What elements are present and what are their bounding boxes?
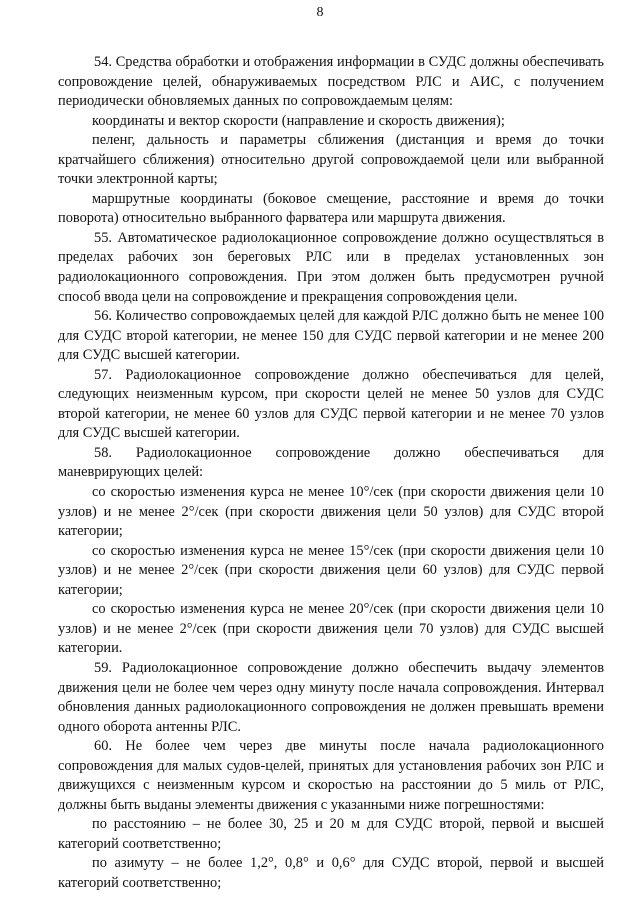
list-item-route-coordinates: маршрутные координаты (боковое смещение, расстояние и время до точки поворота) относительно выбранного фарватера или маршрута движения. bbox=[58, 190, 604, 227]
paragraph-55: 55. Автоматическое радиолокационное сопровождение должно осуществляться в пределах рабочих зон береговых РЛС или в пределах установленных зон радиолокационного сопровождения. При этом должен быть предусмотрен ручной способ ввода цели на сопровождение и прекращения сопровождения цели. bbox=[58, 229, 604, 305]
paragraph-59: 59. Радиолокационное сопровождение должно обеспечить выдачу элементов движения цели не более чем через одну минуту после начала сопровождения. Интервал обновления данных радиолокационного сопровождения не должен превышать времени одного оборота антенны РЛС. bbox=[58, 659, 604, 735]
document-body bbox=[58, 53, 604, 894]
paragraph-58: 58. Радиолокационное сопровождение должно обеспечиваться для маневрирующих целей: bbox=[58, 444, 604, 481]
list-item-course-rate-second: со скоростью изменения курса не менее 10°/сек (при скорости движения цели 10 узлов) и не менее 2°/сек (при скорости движения цели 50 узлов) для СУДС второй категории; bbox=[58, 484, 604, 540]
list-item-course-rate-first: со скоростью изменения курса не менее 15°/сек (при скорости движения цели 10 узлов) и не менее 2°/сек (при скорости движения цели 60 узлов) для СУДС первой категории; bbox=[58, 542, 604, 598]
paragraph-60: 60. Не более чем через две минуты после начала радиолокационного сопровождения для малых судов-целей, принятых для установления рабочих зон РЛС и движущихся с неизменным курсом и скоростью на расстоянии до 5 миль от РЛС, должны быть выданы элементы движения с указанными ниже погрешностями: bbox=[58, 738, 604, 813]
paragraph-56: 56. Количество сопровождаемых целей для каждой РЛС должно быть не менее 100 для СУДС второй категории, не менее 150 для СУДС первой категории и не менее 200 для СУДС высшей категории. bbox=[58, 308, 605, 364]
list-item-coordinates: координаты и вектор скорости (направление и скорость движения); bbox=[92, 112, 505, 129]
paragraph-57: 57. Радиолокационное сопровождение должно обеспечиваться для целей, следующих неизменным курсом, при скорости целей не менее 50 узлов для СУДС второй категории, не менее 60 узлов для СУДС первой категории и не менее 70 узлов для СУДС высшей категории. bbox=[58, 366, 604, 442]
page-number: 8 bbox=[316, 5, 324, 20]
list-item-course-rate-highest: со скоростью изменения курса не менее 20°/сек (при скорости движения цели 10 узлов) и не менее 2°/сек (при скорости движения цели 70 узлов) для СУДС высшей категории. bbox=[58, 601, 604, 657]
list-item-range-error: по расстоянию – не более 30, 25 и 20 м для СУДС второй, первой и высшей категорий соответственно; bbox=[58, 816, 604, 852]
list-item-azimuth-error: по азимуту – не более 1,2°, 0,8° и 0,6° для СУДС второй, первой и высшей категорий соответственно; bbox=[58, 855, 604, 891]
list-item-bearing-range: пеленг, дальность и параметры сближения (дистанция и время до точки кратчайшего сближения) относительно другой сопровождаемой цели или выбранной точки электронной карты; bbox=[58, 132, 604, 188]
paragraph-54: 54. Средства обработки и отображения информации в СУДС должны обеспечивать сопровождение целей, обнаруживаемых посредством РЛС и АИС, с получением периодически обновляемых данных по сопровождаемым целям: bbox=[58, 54, 604, 110]
